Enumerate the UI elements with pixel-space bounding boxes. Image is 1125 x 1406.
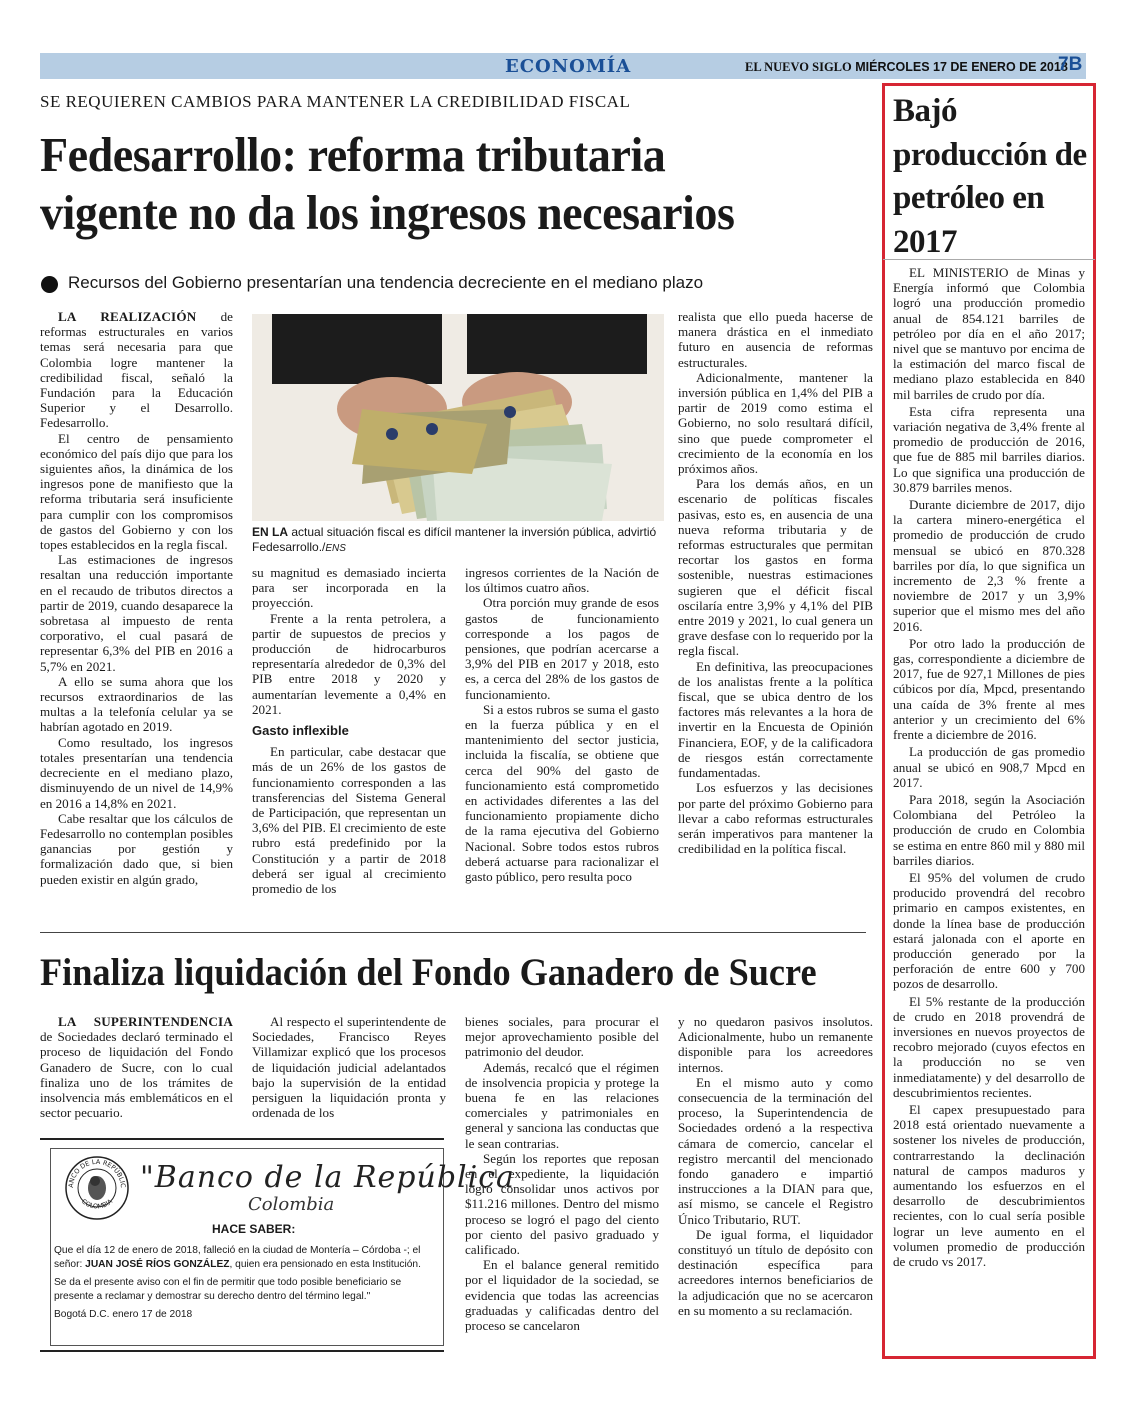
paragraph: El capex presupuestado para 2018 está orientado nuevamente a sostener los niveles de producción, contrarrestando la declinación natural de campos maduros y aumentando los esfuerzos en el desarrollo de descubrimientos recientes, con lo cual sería posible lograr un leve aumento en el volumen promedio de producción de crudo vs 2017.: [893, 1101, 1085, 1269]
money-photo: [252, 314, 664, 521]
bullet-icon: [41, 276, 58, 293]
issue-date: MIÉRCOLES 17 DE ENERO DE 2018: [855, 60, 1068, 74]
article-subhead: Gasto inflexible: [252, 723, 349, 739]
newspaper-name: EL NUEVO SIGLO: [745, 60, 852, 74]
paragraph: El 5% restante de la producción de crudo en 2018 provendrá de inversiones en nuevos proyectos de recobro mejorado (cuyos efectos en la producción no se ven inmediatamente) y del desarrollo de descubrimientos recientes.: [893, 993, 1085, 1100]
main-article-column-4: [678, 309, 873, 856]
money-photo-illustration: [252, 314, 664, 521]
main-article-column-3: [465, 565, 659, 884]
paragraph: Adicionalmente, mantener la inversión pública en 1,4% del PIB a partir de 2019 como estima el Gobierno, no solo resultará difícil, sino que puede comprometer el crecimiento de la economía en los próximos años.: [678, 369, 873, 477]
notice-date-line: Bogotá D.C. enero 17 de 2018: [54, 1309, 193, 1320]
notice-paragraph: Que el día 12 de enero de 2018, falleció en la ciudad de Montería – Córdoba -; el señor: JUAN JOSÉ RÍOS GONZÁLEZ, quien era pensionado en esta Institución.: [54, 1245, 421, 1270]
bank-seal-icon: [64, 1155, 130, 1226]
notice-body: [54, 1244, 438, 1326]
notice-hace-saber: HACE SABER:: [212, 1222, 296, 1236]
sidebar-headline: Bajó producción de petróleo en 2017: [893, 93, 1087, 260]
svg-text:COLOMBIA: COLOMBIA: [80, 1197, 114, 1211]
paragraph: Para 2018, según la Asociación Colombiana del Petróleo la producción de crudo en Colombia se estima en entre 860 mil y 880 mil barriles diarios.: [893, 791, 1085, 868]
paragraph: bienes sociales, para procurar el mejor aprovechamiento posible del patrimonio del deudor.: [465, 1014, 659, 1060]
second-article-column-2: [252, 1014, 446, 1120]
paragraph: En particular, cabe destacar que más de un 26% de los gastos de funcionamiento corresponden a las transferencias del Sistema General de Participación, que representan un 3,6% del PIB. El crecimiento de este rubro está predefinido por la Constitución y a partir de 2018 deberá ser igual al crecimiento promedio de los: [252, 744, 446, 897]
paragraph: Las estimaciones de ingresos resaltan una reducción importante en el recaudo de tributos directos a partir de 2019, cuando desaparece la sobretasa al impuesto de renta corporativo, el cual pasará de representar 6,3% del PIB en 2016 a 5,7% en 2021.: [40, 552, 233, 674]
paragraph: El centro de pensamiento económico del país dijo que para los siguientes años, la dinámica de los ingresos pone de manifiesto que la reforma tributaria será insuficiente para cumplir con los compromisos de gastos del Gobierno y con los topes establecidos en la regla fiscal.: [40, 430, 233, 553]
paragraph: De igual forma, el liquidador constituyó un título de depósito con destinación específica para acreedores internos beneficiarios de la adjudicación que no se acercaron en su momento a su reclamación.: [678, 1226, 873, 1318]
paragraph: En definitiva, las preocupaciones de los analistas frente a la política fiscal, que se ubica dentro de los factores más relevantes a la hora de invertir en la Encuesta de Opinión Financiera, EOF, y de la calificadora de riesgos están correctamente fundamentadas.: [678, 658, 873, 781]
paragraph: Esta cifra representa una variación negativa de 3,4% frente al promedio de producción de 2016, que fue de 885 mil barriles diarios. Lo que significa una producción de 30.879 barriles menos.: [893, 403, 1085, 495]
article-summary: Recursos del Gobierno presentarían una tendencia decreciente en el mediano plazo: [68, 273, 704, 292]
paragraph: Cabe resaltar que los cálculos de Fedesarrollo no contemplan posibles ganancias por gestión y formalización dado que, si bien pueden existir en algún grado,: [40, 810, 233, 887]
paragraph: Frente a la renta petrolera, a partir de supuestos de precios y producción de hidrocarburos representaría alrededor de 0,3% del PIB entre 2018 y 2020 y aumentarían levemente a 0,4% en 2021.: [252, 610, 446, 717]
paragraph: LA SUPERINTENDENCIA de Sociedades declaró terminado el proceso de liquidación del Fondo Ganadero de Sucre, con lo cual finaliza uno de los trámites de insolvencia más emblemáticos en el sector pecuario.: [40, 1014, 233, 1121]
notice-paragraph: Se da el presente aviso con el fin de permitir que todo posible beneficiario se presente a reclamar y demostrar su derecho dentro del término legal.": [54, 1277, 402, 1302]
paragraph: realista que ello pueda hacerse de manera drástica en el inmediato futuro en ausencia de reformas estructurales.: [678, 309, 873, 370]
paragraph: Según los reportes que reposan en el expediente, la liquidación logró consolidar unos activos por $11.216 millones. Dentro del mismo proceso se logró el pago del ciento por ciento del pasivo graduado y calificado.: [465, 1150, 659, 1258]
paragraph: LA REALIZACIÓN de reformas estructurales en varios temas será necesaria para que Colombia logre mantener la credibilidad fiscal, señaló la Fundación para la Educación Superior y el Desarrollo. Fedesarrollo.: [40, 309, 233, 431]
paragraph: su magnitud es demasiado incierta para ser incorporada en la proyección.: [252, 565, 446, 611]
paragraph: En el balance general remitido por el liquidador de la sociedad, se evidencia que todas las acreencias graduadas y calificadas dentro del proceso se cancelaron: [465, 1257, 659, 1334]
section-name: ECONOMÍA: [505, 56, 632, 77]
second-article-column-4: [678, 1014, 873, 1318]
paragraph: Por otro lado la producción de gas, correspondiente a diciembre de 2017, fue de 927,1 Millones de pies cúbicos por día, Mpcd, presentando una caída de 3% frente al mes anterior y un crecimiento del 6% frente a diciembre de 2016.: [893, 635, 1085, 743]
story-divider: [40, 932, 866, 933]
paragraph: Al respecto el superintendente de Sociedades, Francisco Reyes Villamizar explicó que los procesos de liquidación judicial adelantados bajo la supervisión de la entidad persiguen la liquidación pronta y ordenada de los: [252, 1014, 446, 1121]
notice-person-name: JUAN JOSÉ RÍOS GONZÁLEZ: [85, 1259, 230, 1270]
paragraph: Otra porción muy grande de esos gastos de funcionamiento corresponde a los pagos de pensiones, que podrían acercarse a 3,9% del PIB en 2017 y 2018, esto es, a cerca del 28% de los gastos de funcionamiento.: [465, 595, 659, 702]
paragraph: Si a estos rubros se suma el gasto en la fuerza pública y en el mantenimiento del sector justicia, incluida la fiscalía, se obtiene que cerca del 90% del gasto de funcionamiento está comprometido en actividades diferentes a las del funcionamiento propiamente dicho de la rama ejecutiva del Gobierno Nacional. Sobre todos estos rubros deberá actuarse para racionalizar el gasto público, pero resulta poco: [465, 701, 659, 885]
paragraph: ingresos corrientes de la Nación de los últimos cuatro años.: [465, 565, 659, 596]
paragraph: En el mismo auto y como consecuencia de la terminación del proceso, la Superintendencia de Sociedades ordenó a la respectiva cámara de comercio, cancelar el registro mercantil del mencionado fondo ganadero e impartió instrucciones a la DIAN para que, así mismo, se cancele el Registro Único Tributario, RUT.: [678, 1074, 873, 1227]
second-article-column-1: [40, 1014, 233, 1120]
paragraph: Los esfuerzos y las decisiones por parte del próximo Gobierno para llevar a cabo reformas estructurales serán imperativos para mantener la credibilidad en la política fiscal.: [678, 780, 873, 857]
second-headline: Finaliza liquidación del Fondo Ganadero de Sucre: [40, 951, 817, 994]
lead-words: LA REALIZACIÓN: [58, 309, 197, 324]
main-headline: [40, 126, 820, 242]
headline-line-1: Fedesarrollo: reforma tributaria: [40, 127, 666, 182]
photo-caption: EN LA actual situación fiscal es difícil mantener la inversión pública, advirtió Fedesarrollo./ENS: [252, 525, 657, 554]
page-number: 7B: [1058, 54, 1083, 75]
sidebar-rule: [883, 259, 1095, 260]
paragraph: y no quedaron pasivos insolutos. Adicionalmente, hubo un remanente disponible para los acreedores internos.: [678, 1014, 873, 1075]
paragraph: A ello se suma ahora que los recursos extraordinarios de las multas a la telefonía celular ya se habrían agotado en 2019.: [40, 673, 233, 735]
notice-title: "Banco de la República: [140, 1160, 515, 1195]
lead-words: LA SUPERINTENDENCIA: [58, 1014, 233, 1029]
headline-line-2: vigente no da los ingresos necesarios: [40, 185, 735, 240]
paragraph: El 95% del volumen de crudo producido provendrá del recobro primario en campos existentes, en donde la línea base de producción estará jalonada con el aporte en producción generado por la perforación de entre 600 y 700 pozos de desarrollo.: [893, 869, 1085, 992]
sidebar-article-body: [893, 265, 1085, 1271]
paragraph: La producción de gas promedio anual se ubicó en 908,7 Mpcd en 2017.: [893, 744, 1085, 790]
paragraph: EL MINISTERIO de Minas y Energía informó que Colombia logró una producción promedio anual de 854.121 barriles de petróleo por día en el año 2017; nivel que se mantuvo por encima de la estimación del marco fiscal de mediano plazo establecida en 840 mil barriles de crudo por día.: [893, 265, 1085, 402]
notice-subtitle: Colombia: [248, 1194, 335, 1215]
paragraph: Para los demás años, en un escenario de políticas fiscales pasivas, esto es, en ausencia de una nueva reforma tributaria y de reformas estructurales que permitan recortar los gastos en forma sostenible, nuestras estimaciones sugieren que el déficit fiscal oscilaría entre 3,9% y 4,1% del PIB entre 2019 y 2021, lo cual genera un grave desfase con lo requerido por la regla fiscal.: [678, 476, 873, 659]
paragraph: Además, recalcó que el régimen de insolvencia propicia y protege la buena fe en las relaciones comerciales y patrimoniales en general y sanciona las conductas que le sean contrarias.: [465, 1059, 659, 1151]
svg-text:BANCO DE LA REPÚBLICA: ANCO DE LA REPÚBLIC: [66, 1157, 128, 1189]
paragraph: Durante diciembre de 2017, dijo la cartera minero-energética el promedio de producción de crudo mensual se ubicó en 870.328 barriles por día, lo que significa un incremento de 2,3 % frente a noviembre de 2017 y un 3,9% superior que el mismo mes del año 2016.: [893, 497, 1085, 634]
masthead-line: [745, 60, 1068, 75]
main-article-column-1: [40, 309, 233, 887]
paragraph: Como resultado, los ingresos totales presentarían una tendencia decreciente en el mediano plazo, disminuyendo de un nivel de 14,9% en 2016 a 14,8% en 2021.: [40, 734, 233, 811]
main-article-column-2: [252, 565, 446, 896]
photo-credit: ENS: [325, 543, 346, 554]
article-kicker: SE REQUIEREN CAMBIOS PARA MANTENER LA CREDIBILIDAD FISCAL: [40, 92, 631, 111]
